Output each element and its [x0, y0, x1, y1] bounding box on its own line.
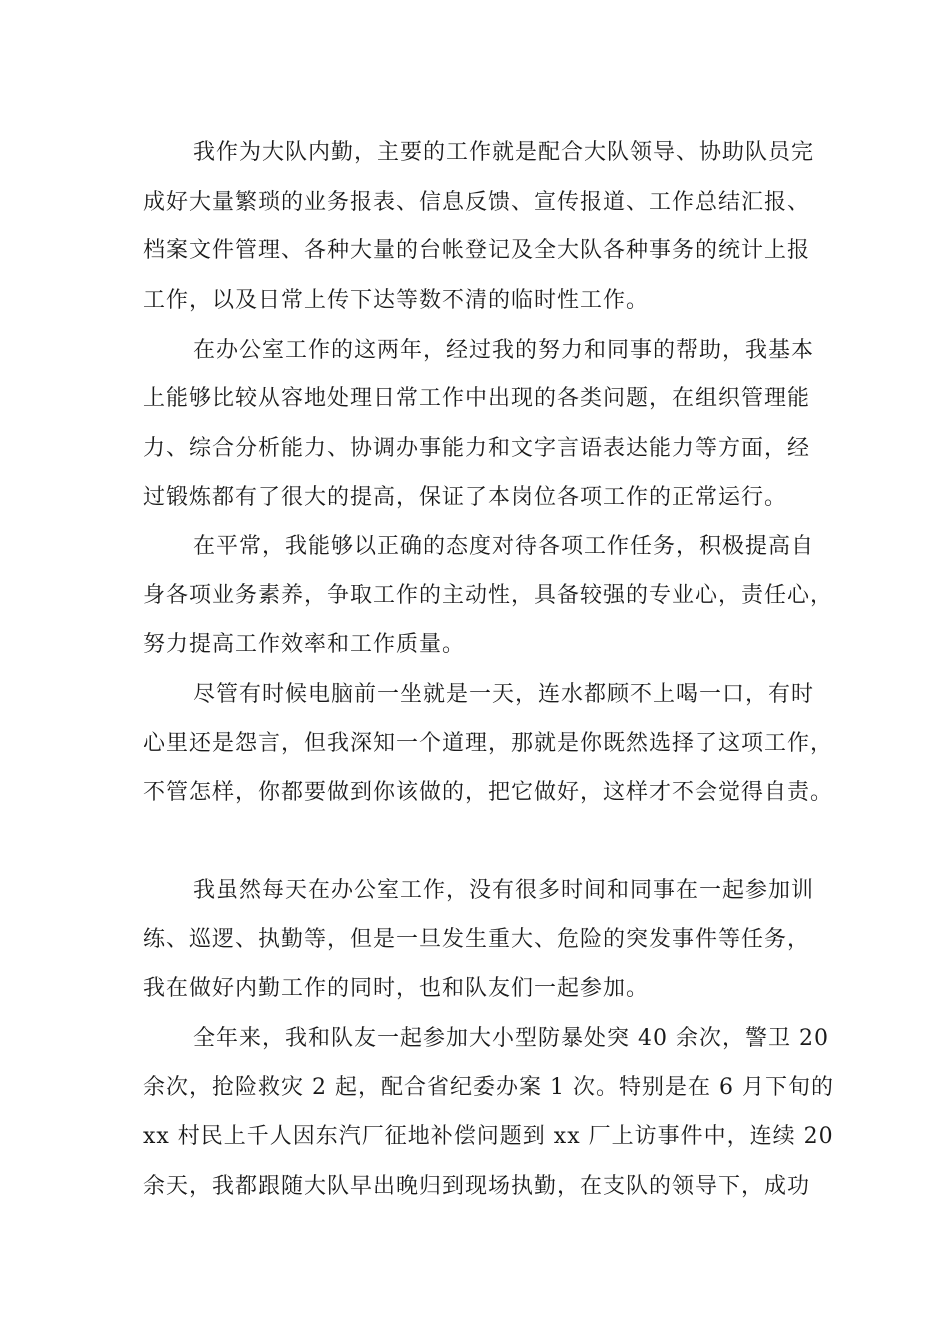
- paragraph-6-line-4: 余天，我都跟随大队早出晚归到现场执勤，在支队的领导下，成功: [143, 1174, 811, 1199]
- paragraph-1-line-3: 档案文件管理、各种大量的台帐登记及全大队各种事务的统计上报: [143, 238, 811, 263]
- paragraph-6-line-3: xx 村民上千人因东汽厂征地补偿问题到 xx 厂上访事件中，连续 20: [143, 1124, 834, 1149]
- paragraph-5-line-3: 我在做好内勤工作的同时，也和队友们一起参加。: [143, 976, 650, 1001]
- paragraph-6-line-1: 全年来，我和队友一起参加大小型防暴处突 40 余次，警卫 20: [193, 1026, 829, 1051]
- paragraph-5-line-2: 练、巡逻、执勤等，但是一旦发生重大、危险的突发事件等任务，: [143, 927, 811, 952]
- paragraph-5-line-1: 我虽然每天在办公室工作，没有很多时间和同事在一起参加训: [193, 878, 815, 903]
- paragraph-6-line-2: 余次，抢险救灾 2 起，配合省纪委办案 1 次。特别是在 6 月下旬的: [143, 1075, 834, 1100]
- paragraph-3-line-2: 身各项业务素养，争取工作的主动性，具备较强的专业心，责任心，: [143, 583, 834, 608]
- paragraph-2-line-4: 过锻炼都有了很大的提高，保证了本岗位各项工作的正常运行。: [143, 485, 788, 510]
- paragraph-4-line-1: 尽管有时候电脑前一坐就是一天，连水都顾不上喝一口，有时: [193, 682, 815, 707]
- paragraph-1-line-2: 成好大量繁琐的业务报表、信息反馈、宣传报道、工作总结汇报、: [143, 190, 811, 215]
- paragraph-1-line-4: 工作，以及日常上传下达等数不清的临时性工作。: [143, 288, 650, 313]
- paragraph-4-line-2: 心里还是怨言，但我深知一个道理，那就是你既然选择了这项工作，: [143, 731, 834, 756]
- paragraph-3-line-3: 努力提高工作效率和工作质量。: [143, 632, 466, 657]
- paragraph-1-line-1: 我作为大队内勤，主要的工作就是配合大队领导、协助队员完: [193, 140, 815, 165]
- paragraph-2-line-3: 力、综合分析能力、协调办事能力和文字言语表达能力等方面，经: [143, 436, 811, 461]
- paragraph-2-line-2: 上能够比较从容地处理日常工作中出现的各类问题，在组织管理能: [143, 386, 811, 411]
- paragraph-2-line-1: 在办公室工作的这两年，经过我的努力和同事的帮助，我基本: [193, 338, 815, 363]
- paragraph-4-line-3: 不管怎样，你都要做到你该做的，把它做好，这样才不会觉得自责。: [143, 780, 834, 805]
- paragraph-3-line-1: 在平常，我能够以正确的态度对待各项工作任务，积极提高自: [193, 534, 815, 559]
